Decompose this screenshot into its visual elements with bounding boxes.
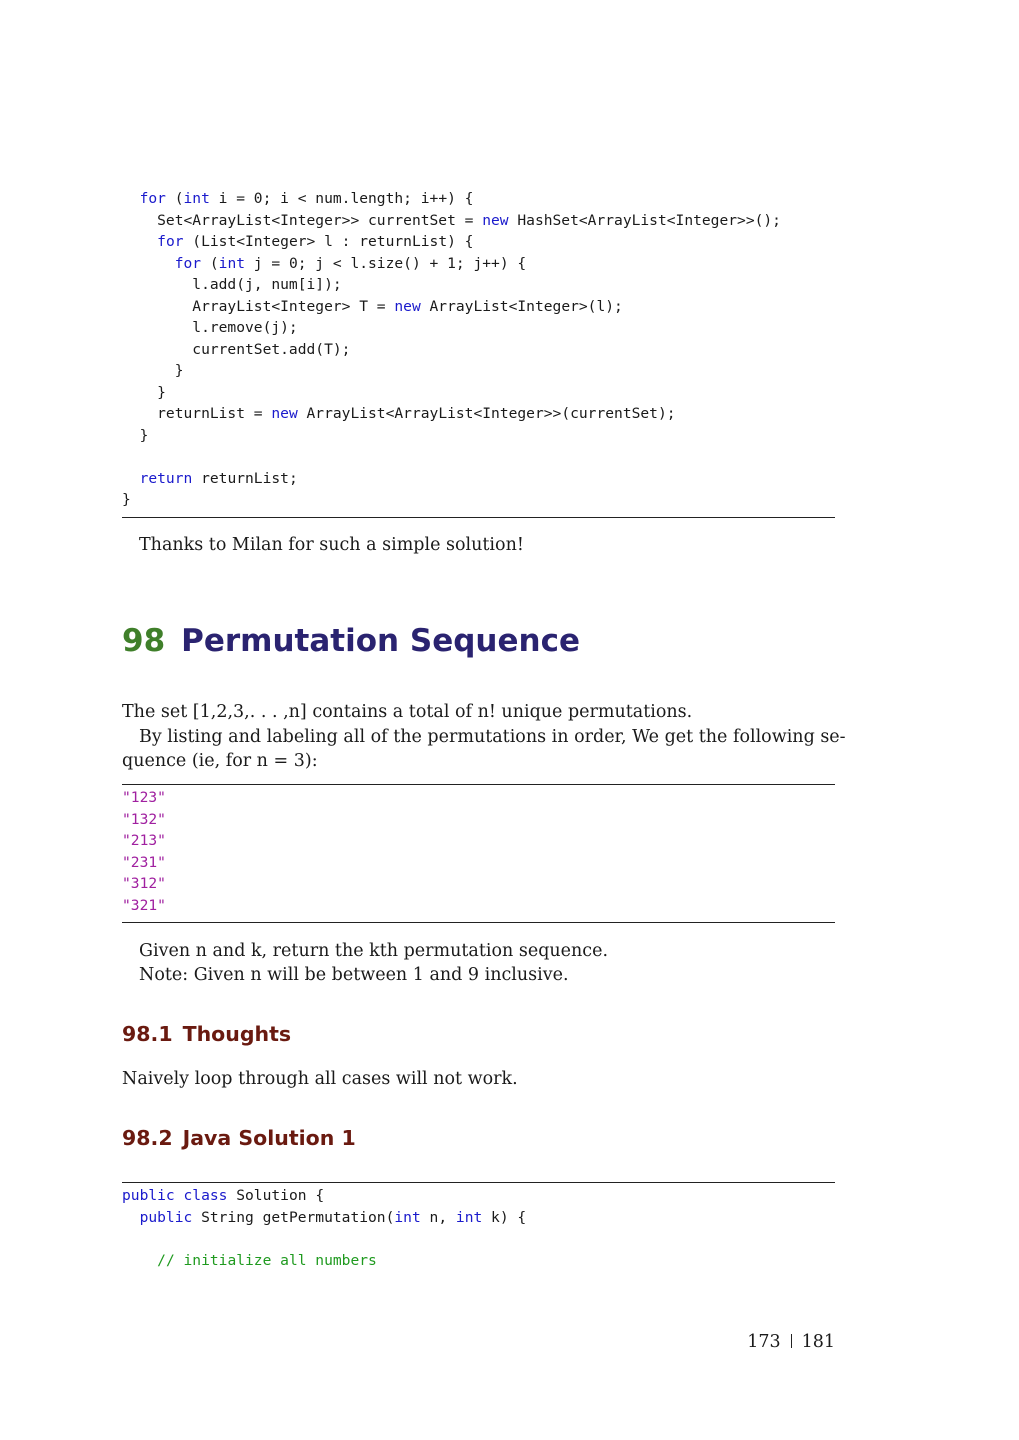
code-text: [122, 255, 175, 272]
code-text: l.remove(j);: [122, 319, 298, 336]
section-title: Java Solution 1: [182, 1126, 356, 1150]
code-keyword: int: [218, 254, 246, 272]
chapter-heading: [122, 620, 580, 662]
code-keyword: for: [157, 233, 184, 250]
section-heading-thoughts: [122, 1020, 291, 1048]
code-text: k) {: [482, 1208, 527, 1226]
code-line: [122, 1185, 324, 1207]
code-line: [122, 468, 298, 490]
section-heading-java-solution: [122, 1124, 356, 1152]
page-number: 173: [747, 1332, 781, 1352]
sequence-item: [122, 895, 166, 917]
code-line: [122, 382, 166, 404]
code-text: j = 0; j < l.size() + 1; j++) {: [245, 254, 527, 272]
code-text: returnList =: [122, 405, 272, 422]
sequence-string: "123": [122, 789, 166, 806]
intro-line-3: quence (ie, for n = 3):: [122, 751, 318, 771]
code-keyword: int: [183, 190, 210, 207]
sequence-string: "321": [122, 896, 166, 914]
thoughts-paragraph: Naively loop through all cases will not work.: [122, 1069, 518, 1089]
code-line: [122, 253, 526, 275]
code-line: [122, 360, 184, 382]
sequence-item: [122, 830, 166, 852]
code-keyword: class: [183, 1187, 228, 1204]
chapter-title: Permutation Sequence: [181, 623, 580, 659]
code-text: }: [122, 426, 149, 444]
code-keyword: for: [174, 254, 202, 272]
code-line: [122, 403, 676, 425]
sequence-item: [122, 873, 166, 895]
section-number: 98.2: [122, 1126, 173, 1150]
task-line-2: Note: Given n will be between 1 and 9 inclusive.: [139, 965, 569, 985]
code-keyword: public: [122, 1187, 175, 1204]
page-total: 181: [801, 1332, 835, 1352]
code-line: [122, 1207, 526, 1229]
thanks-paragraph: Thanks to Milan for such a simple solution!: [139, 535, 524, 555]
sequence-string: "312": [122, 875, 166, 892]
code-keyword: new: [394, 297, 421, 315]
code-line: [122, 489, 131, 511]
chapter-number: 98: [122, 623, 166, 659]
code-text: String getPermutation(: [192, 1208, 395, 1226]
code-line: [122, 317, 298, 339]
code-line: [122, 425, 148, 447]
code-keyword: int: [394, 1208, 421, 1226]
code-line: [122, 274, 342, 296]
sequence-item: [122, 787, 166, 809]
code-text: [122, 233, 157, 250]
sequence-string: "132": [122, 810, 166, 828]
sequence-string: "231": [122, 853, 166, 871]
sequence-item: [122, 809, 166, 831]
code-text: currentSet.add(T);: [122, 340, 351, 358]
footer-separator: [791, 1334, 792, 1348]
intro-line-1: The set [1,2,3,. . . ,n] contains a total of n! unique permutations.: [122, 702, 693, 722]
code-text: (: [165, 190, 184, 207]
code-text: [122, 1209, 140, 1226]
section-title: Thoughts: [182, 1022, 292, 1046]
code-keyword: new: [482, 211, 509, 229]
intro-line-2: By listing and labeling all of the permutations in order, We get the following se-: [139, 727, 846, 747]
code-keyword: for: [139, 190, 166, 207]
code-text: returnList;: [192, 469, 298, 487]
section-number: 98.1: [122, 1022, 173, 1046]
sequence-top-rule: [122, 784, 835, 785]
code-text: [122, 190, 140, 207]
task-line-1: Given n and k, return the kth permutation sequence.: [139, 941, 609, 961]
code-text: [175, 1187, 184, 1204]
code-keyword: public: [139, 1208, 193, 1226]
code-text: n,: [420, 1208, 456, 1226]
code-keyword: new: [271, 405, 298, 422]
code-text: ArrayList<ArrayList<Integer>>(currentSet);: [297, 405, 676, 422]
code-text: }: [122, 362, 184, 379]
code-line: [122, 210, 781, 232]
code-text: Solution {: [227, 1187, 325, 1204]
code-text: (List<Integer> l : returnList) {: [183, 233, 474, 250]
code-text: [122, 470, 140, 487]
code-text: [122, 1252, 157, 1269]
code-text: }: [122, 491, 131, 508]
sequence-item: [122, 852, 166, 874]
sequence-bottom-rule: [122, 922, 835, 923]
code-line: [122, 1250, 377, 1272]
code-line: [122, 231, 473, 253]
code-text: l.add(j, num[i]);: [122, 276, 342, 293]
code-keyword: return: [139, 469, 193, 487]
code-line: [122, 339, 350, 361]
code-line: [122, 188, 473, 210]
code-text: i = 0; i < num.length; i++) {: [209, 190, 474, 207]
code-text: ArrayList<Integer> T =: [122, 297, 395, 315]
page-footer: [747, 1330, 835, 1354]
sequence-string: "213": [122, 832, 166, 849]
code-block-bottom-top-rule: [122, 1182, 835, 1183]
code-block-bottom-rule: [122, 517, 835, 518]
code-text: ArrayList<Integer>(l);: [420, 297, 623, 315]
code-text: }: [122, 383, 166, 401]
code-comment: // initialize all numbers: [157, 1251, 377, 1269]
code-text: HashSet<ArrayList<Integer>>();: [508, 211, 781, 229]
code-keyword: int: [455, 1208, 483, 1226]
code-text: Set<ArrayList<Integer>> currentSet =: [122, 211, 483, 229]
code-line: [122, 296, 623, 318]
code-text: (: [201, 254, 219, 272]
